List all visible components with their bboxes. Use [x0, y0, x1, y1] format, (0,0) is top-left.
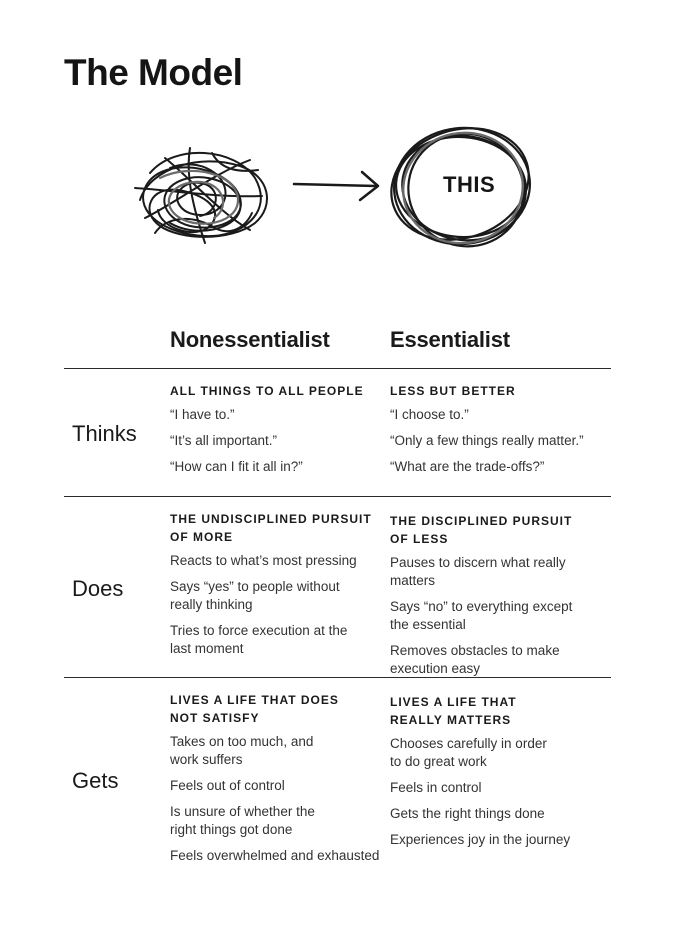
list-item: Says “no” to everything except the essential — [390, 599, 573, 632]
row-label-gets: Gets — [72, 768, 119, 793]
list-item: Is unsure of whether the right things got done — [170, 804, 315, 837]
list-item: Tries to force execution at the last moment — [170, 623, 348, 656]
list-item: Gets the right things done — [390, 806, 545, 821]
arrow-right-icon — [294, 172, 378, 200]
divider — [64, 496, 611, 497]
list-item: Feels in control — [390, 780, 482, 795]
cell-heading: THE UNDISCIPLINED PURSUIT OF MORE — [170, 512, 372, 544]
list-item: Reacts to what’s most pressing — [170, 553, 357, 568]
divider — [64, 368, 611, 369]
list-item: Feels out of control — [170, 778, 285, 793]
gets-essentialist-cell — [390, 693, 600, 857]
cell-heading: LESS BUT BETTER — [390, 384, 516, 398]
list-item: Feels overwhelmed and exhausted — [170, 848, 380, 863]
column-header-essentialist: Essentialist — [390, 327, 510, 352]
cell-heading: LIVES A LIFE THAT REALLY MATTERS — [390, 695, 517, 727]
thinks-nonessentialist-cell — [170, 382, 380, 484]
page-title: The Model — [64, 52, 243, 93]
circle-center-label: THIS — [443, 172, 496, 197]
list-item: “What are the trade-offs?” — [390, 459, 545, 474]
list-item: “How can I fit it all in?” — [170, 459, 303, 474]
list-item: Takes on too much, and work suffers — [170, 734, 314, 767]
list-item: Pauses to discern what really matters — [390, 555, 566, 588]
does-essentialist-cell — [390, 512, 600, 686]
column-header-nonessentialist: Nonessentialist — [170, 327, 330, 352]
cell-heading: ALL THINGS TO ALL PEOPLE — [170, 384, 364, 398]
list-item: Says “yes” to people without really thinking — [170, 579, 340, 612]
thinks-essentialist-cell — [390, 382, 600, 484]
cell-heading: LIVES A LIFE THAT DOES NOT SATISFY — [170, 693, 339, 725]
does-nonessentialist-cell — [170, 510, 380, 666]
list-item: Experiences joy in the journey — [390, 832, 571, 847]
list-item: Chooses carefully in order to do great work — [390, 736, 547, 769]
gets-nonessentialist-cell — [170, 691, 380, 873]
list-item: “I choose to.” — [390, 407, 469, 422]
list-item: Removes obstacles to make execution easy — [390, 643, 560, 676]
row-label-thinks: Thinks — [72, 421, 137, 446]
list-item: “It’s all important.” — [170, 433, 278, 448]
cell-heading: THE DISCIPLINED PURSUIT OF LESS — [390, 514, 573, 546]
model-illustration — [0, 118, 700, 278]
row-label-does: Does — [72, 576, 124, 601]
divider — [64, 677, 611, 678]
list-item: “I have to.” — [170, 407, 235, 422]
tangled-scribble-icon — [135, 148, 267, 243]
list-item: “Only a few things really matter.” — [390, 433, 584, 448]
